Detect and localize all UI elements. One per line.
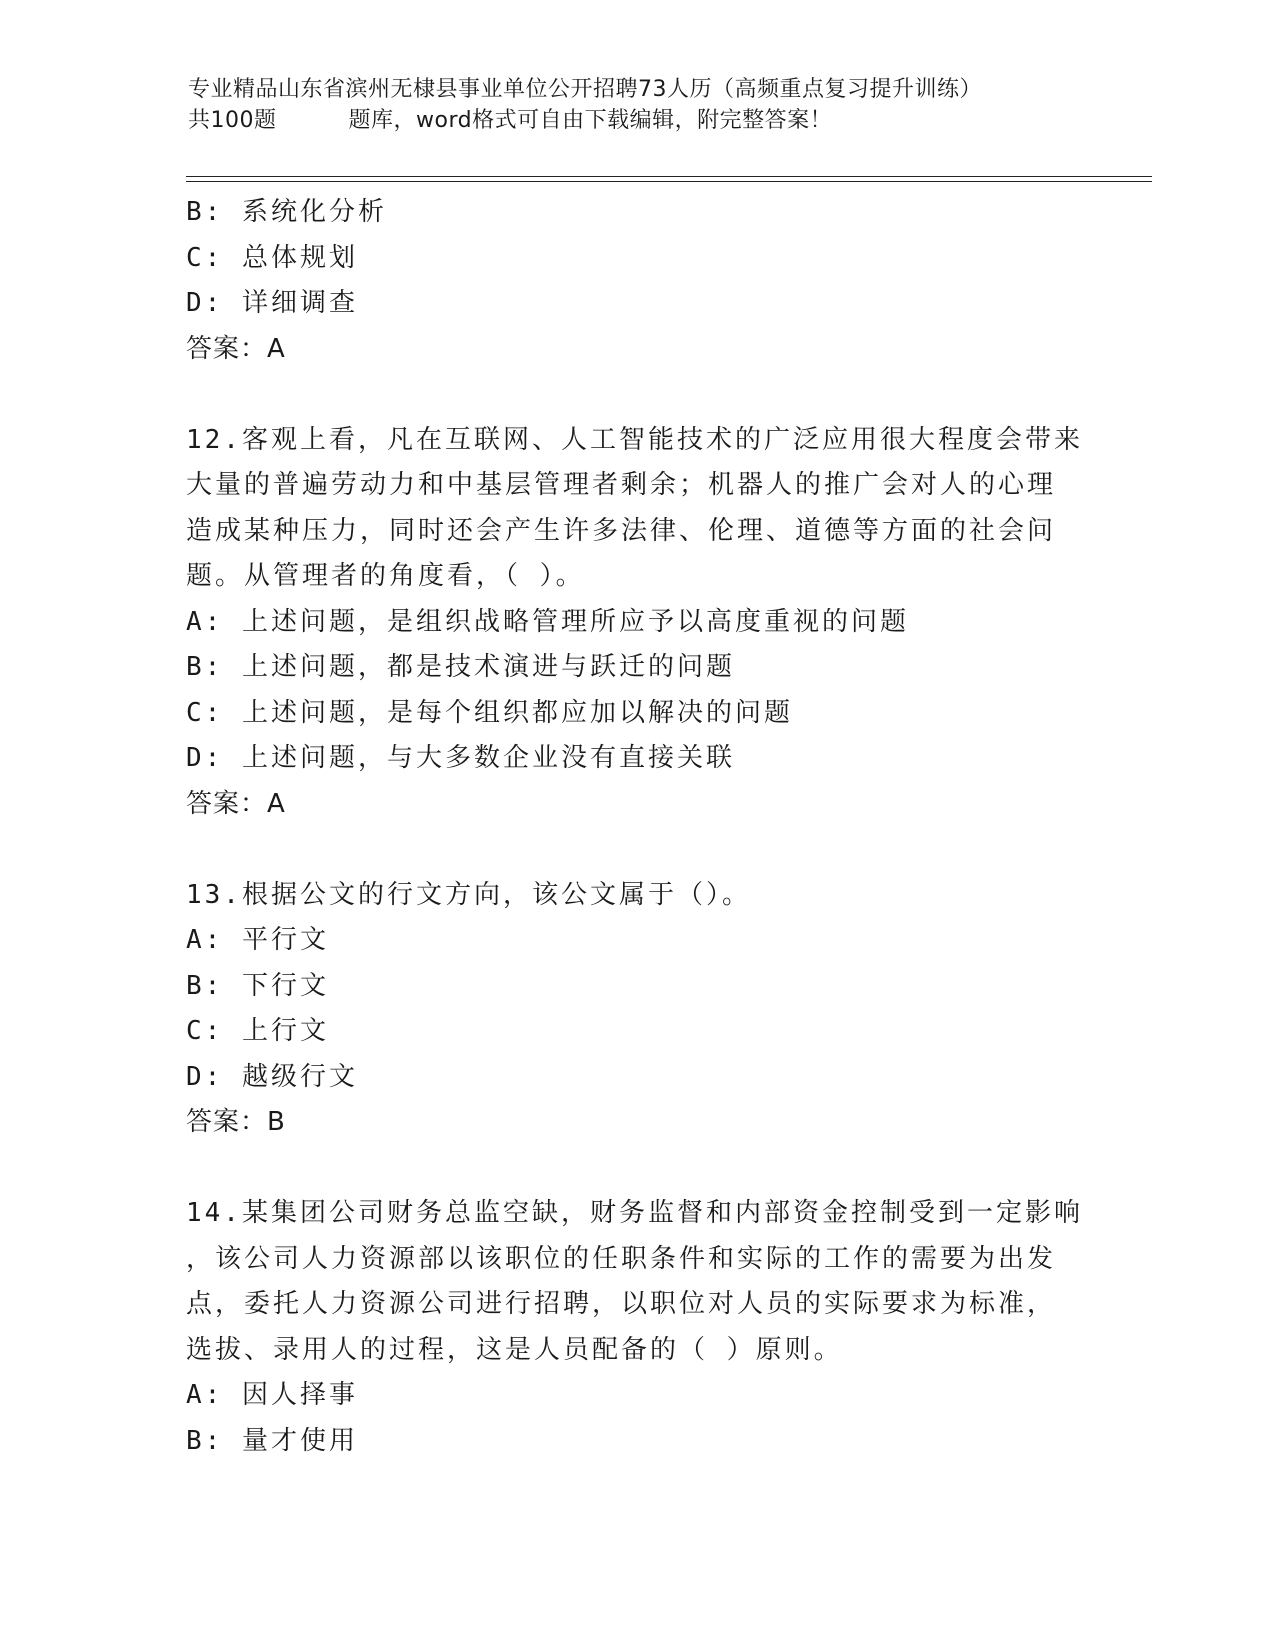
document-body — [186, 190, 1086, 1464]
header-question-count: 共100题 — [188, 108, 277, 133]
q12-stem-line: 大量的普遍劳动力和中基层管理者剩余；机器人的推广会对人的心理 — [186, 470, 1057, 500]
question-14 — [186, 1191, 1086, 1464]
q14-option-b: B: 量才使用 — [186, 1425, 358, 1456]
header-description: 题库，word格式可自由下载编辑，附完整答案！ — [348, 108, 833, 133]
q11-option-c: C: 总体规划 — [186, 242, 358, 273]
q14-option-a: A: 因人择事 — [186, 1380, 358, 1410]
q14-stem-line: ，该公司人力资源部以该职位的任职条件和实际的工作的需要为出发 — [186, 1243, 1057, 1274]
q13-option-b: B: 下行文 — [186, 970, 329, 1001]
q11-option-d: D: 详细调查 — [186, 288, 358, 318]
q11-option-b: B: 系统化分析 — [186, 197, 387, 227]
document-header — [188, 74, 1108, 136]
header-title-line: 专业精品山东省滨州无棣县事业单位公开招聘73人历（高频重点复习提升训练） — [188, 77, 982, 102]
q12-stem-line: 造成某种压力，同时还会产生许多法律、伦理、道德等方面的社会问 — [186, 515, 1057, 546]
q13-answer: 答案：B — [186, 1107, 286, 1137]
q12-stem-line: 题。从管理者的角度看，（ ）。 — [186, 561, 585, 591]
header-divider-bottom — [186, 181, 1152, 182]
q11-answer: 答案：A — [186, 333, 286, 364]
q12-option-c: C: 上述问题，是每个组织都应加以解决的问题 — [186, 697, 793, 728]
q13-stem-line: 13.根据公文的行文方向，该公文属于（）。 — [186, 879, 751, 910]
q13-option-a: A: 平行文 — [186, 925, 329, 955]
q12-option-a: A: 上述问题，是组织战略管理所应予以高度重视的问题 — [186, 606, 909, 637]
q13-stem — [186, 873, 1086, 919]
question-11-tail — [186, 190, 1086, 372]
q12-stem — [186, 418, 1086, 600]
q12-option-b: B: 上述问题，都是技术演进与跃迁的问题 — [186, 652, 735, 682]
q14-stem-line: 14.某集团公司财务总监空缺，财务监督和内部资金控制受到一定影响 — [186, 1198, 1083, 1228]
question-12 — [186, 418, 1086, 828]
q12-answer: 答案：A — [186, 788, 286, 819]
q12-stem-line: 12.客观上看，凡在互联网、人工智能技术的广泛应用很大程度会带来 — [186, 424, 1083, 455]
header-subtitle-line — [188, 105, 1108, 136]
header-divider-top — [186, 176, 1152, 177]
q14-stem-line: 点，委托人力资源公司进行招聘，以职位对人员的实际要求为标准， — [186, 1289, 1057, 1319]
q14-stem-line: 选拔、录用人的过程，这是人员配备的（ ）原则。 — [186, 1334, 843, 1365]
q13-option-d: D: 越级行文 — [186, 1061, 358, 1092]
q13-option-c: C: 上行文 — [186, 1016, 329, 1046]
q12-option-d: D: 上述问题，与大多数企业没有直接关联 — [186, 743, 735, 773]
question-13 — [186, 873, 1086, 1146]
q14-stem — [186, 1191, 1086, 1373]
